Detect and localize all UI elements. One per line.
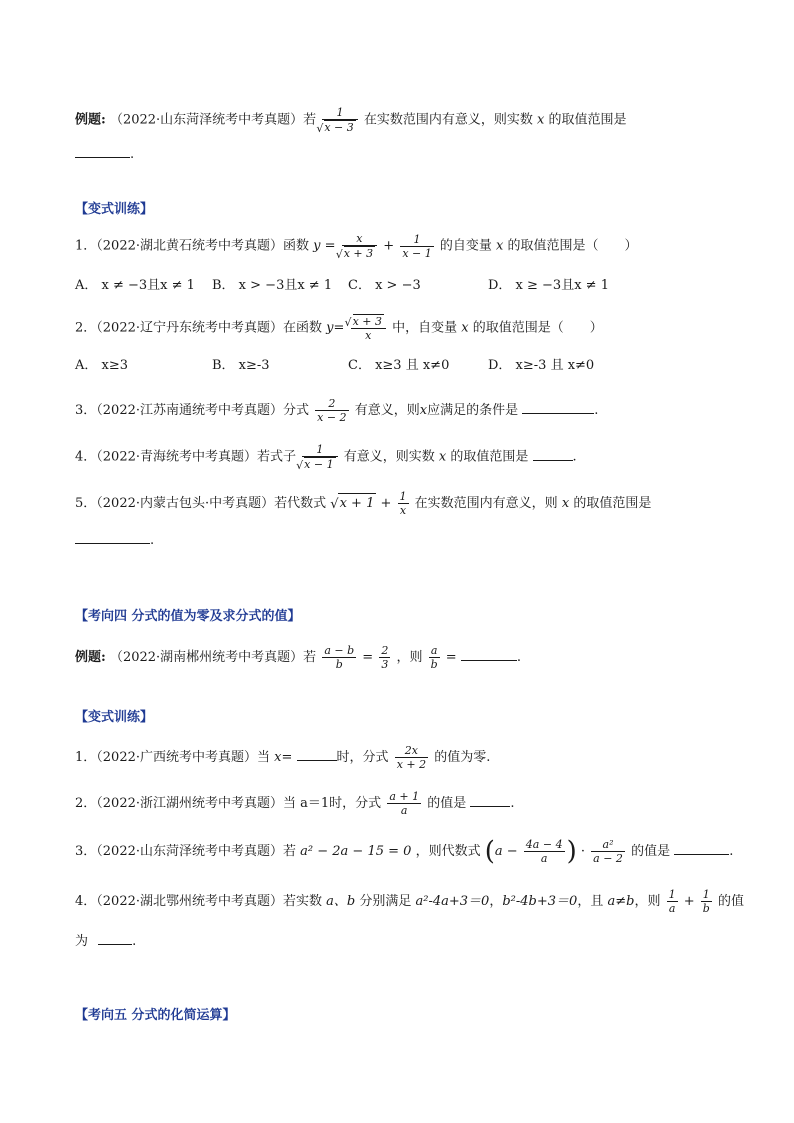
example-source: （2022·山东菏泽统考中考真题）若 [109,112,317,128]
question-3: 3．（2022·江苏南通统考中考真题）分式 $\frac{2}{x - 2}$ 有意义，则x应满足的条件是 . [75,397,599,424]
option-d[interactable]: D． x ≥ −3且x ≠ 1 [488,278,609,293]
option-a[interactable]: A． x ≠ −3且x ≠ 1 [75,278,195,293]
section-title: 【变式训练】 [75,710,154,725]
example1-answer-line: . [75,143,134,165]
fraction: $\frac{1}{b}$ [702,888,710,915]
option-a[interactable]: A． x≥3 [75,358,129,373]
fraction: $\frac{\text{a²}}{a - 2}$ [593,838,623,865]
question-5: 5．（2022·内蒙古包头·中考真题）若代数式 √ x + 1 + $\frac{1}{x}$ 在实数范围内有意义，则 x 的取值范围是 [75,490,651,517]
fraction: $\frac{a}{b}$ [430,644,438,671]
example1-line: 例题: （2022·山东菏泽统考中考真题）若 1 √ x − 3 在实数范围内有意义，则实数 x 的取值范围是 [75,106,627,134]
question-4: 4．（2022·青海统考中考真题）若式子 1 √ x − 1 有意义，则实数 x 的取值范围是 . [75,443,577,471]
fraction: √ $\frac{x + 3}{x}$ [351,314,386,342]
fraction: $\frac{1}{x - 1}$ [402,232,432,260]
fraction: $\frac{a - b}{b}$ [324,644,355,671]
option-d[interactable]: D． x≥-3 且 x≠0 [488,358,595,373]
answer-blank[interactable] [98,930,132,945]
fraction: x √ x + 3 [342,232,377,260]
fraction: $\frac{2x}{x + 2}$ [396,744,427,771]
question-2: 2．（2022·辽宁丹东统考中考真题）在函数 y= √ $\frac{x + 3}{x}$ 中，自变量 x 的取值范围是（ ） [75,314,603,342]
question-5-answer-line: . [75,529,154,551]
option-b[interactable]: B． x≥-3 [212,358,270,373]
section-title: 【考向四 分式的值为零及求分式的值】 [75,609,301,624]
practice-4-answer-line: 为 . [75,930,136,952]
example-label: 例题: [75,650,106,665]
answer-blank[interactable] [674,840,729,855]
option-b[interactable]: B． x > −3且x ≠ 1 [212,278,333,293]
fraction: $\frac{1}{x}$ [399,490,407,517]
answer-blank[interactable] [75,143,130,158]
fraction: $\frac{2}{x - 2}$ [317,397,347,424]
answer-blank[interactable] [461,646,517,661]
answer-blank[interactable] [297,746,337,761]
fraction: $\frac{2}{3}$ [381,644,389,671]
answer-blank[interactable] [522,399,594,414]
fraction: 1 √ x − 3 [322,106,357,134]
fraction: $\frac{4a - 4}{a}$ [525,838,563,865]
practice-4: 4．（2022·湖北鄂州统考中考真题）若实数 a、b 分别满足 a²-4a+3＝0，b²-4b+3＝0，且 a≠b，则 $\frac{1}{a}$ + $\frac{1}{b}$ 的值 [75,888,744,915]
example-label: 例题: [75,112,106,128]
practice-1: 1．（2022·广西统考中考真题）当 x= 时，分式 $\frac{2x}{x + 2}$ 的值为零. [75,744,491,771]
option-c[interactable]: C． x≥3 且 x≠0 [348,358,450,373]
section-title: 【变式训练】 [75,202,154,217]
practice-3: 3．（2022·山东菏泽统考中考真题）若 a² − 2a − 15 = 0 ，则代数式 (a − $\frac{4a - 4}{a}$ ) · $\frac{\text{a²}}{a - 2}$ 的值是 . [75,836,734,867]
answer-blank[interactable] [75,529,150,544]
answer-blank[interactable] [533,446,573,461]
option-c[interactable]: C． x > −3 [348,278,421,293]
fraction: 1 √ x − 1 [302,443,337,471]
practice-2: 2．（2022·浙江湖州统考中考真题）当 a＝1时，分式 $\frac{a + 1}{a}$ 的值是 . [75,790,515,817]
section-title: 【考向五 分式的化简运算】 [75,1008,236,1023]
answer-blank[interactable] [470,792,510,807]
fraction: $\frac{1}{a}$ [668,888,676,915]
fraction: $\frac{a + 1}{a}$ [389,790,420,817]
question-1: 1．（2022·湖北黄石统考中考真题）函数 y = x √ x + 3 + $\frac{1}{x - 1}$ 的自变量 x 的取值范围是（ ） [75,232,638,260]
example2-line: 例题: （2022·湖南郴州统考中考真题）若 $\frac{a - b}{b}$ = $\frac{2}{3}$ ，则 $\frac{a}{b}$ = . [75,644,521,671]
